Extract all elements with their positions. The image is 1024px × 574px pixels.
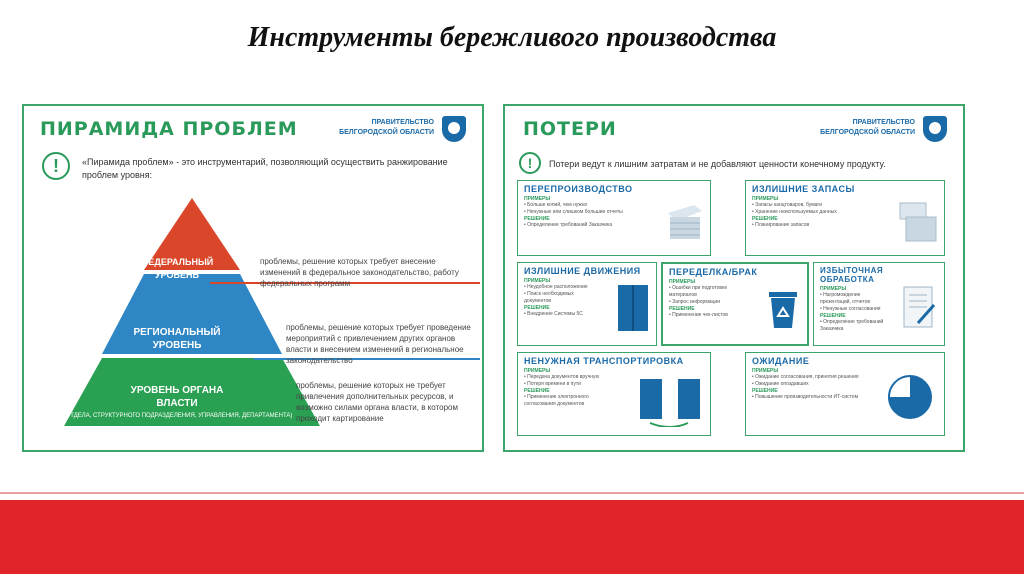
box-title: ИЗЛИШНИЕ ЗАПАСЫ [752, 184, 855, 194]
level-federal-label: ФЕДЕРАЛЬНЫЙ УРОВЕНЬ [140, 257, 214, 280]
level-regional-label: РЕГИОНАЛЬНЫЙ УРОВЕНЬ [133, 327, 221, 351]
pyramid-panel [22, 104, 484, 452]
box-title: ПЕРЕДЕЛКА/БРАК [669, 267, 758, 277]
document-edit-icon [902, 285, 938, 331]
box-line: • Планирование запасов [752, 222, 810, 228]
box-title: НЕНУЖНАЯ ТРАНСПОРТИРОВКА [524, 356, 684, 366]
box-examples-label: ПРИМЕРЫ [524, 196, 551, 202]
box-solution-label: РЕШЕНИЕ [752, 216, 778, 222]
level-local-sublabel: (ОТДЕЛА, СТРУКТУРНОГО ПОДРАЗДЕЛЕНИЯ, УПРАВЛЕНИЯ, ДЕПАРТАМЕНТА) [63, 413, 293, 419]
box-solution-label: РЕШЕНИЕ [524, 216, 550, 222]
box-line: • Передача документов вручную [524, 374, 600, 380]
box-line: • Хранение неиспользуемых данных [752, 209, 837, 215]
recycle-bin-icon [767, 290, 801, 330]
level-local-desc: проблемы, решение которых не требует привлечения дополнительных ресурсов, и возможно силами органа власти, в котором проходит картирование [296, 381, 458, 423]
box-line: • Внедрение Системы 5С [524, 311, 583, 317]
losses-intro: Потери ведут к лишним затратам и не добавляют ценности конечному продукту. [549, 159, 886, 169]
government-label: ПРАВИТЕЛЬСТВО БЕЛГОРОДСКОЙ ОБЛАСТИ [820, 119, 915, 136]
government-label: ПРАВИТЕЛЬСТВО БЕЛГОРОДСКОЙ ОБЛАСТИ [339, 119, 434, 136]
box-line: • Запасы канцтоваров, бумаги [752, 202, 823, 208]
emblem-icon [923, 116, 947, 142]
pyramid-intro: «Пирамида проблем» - это инструментарий, позволяющий осуществить ранжирование проблем уровня: [82, 157, 448, 180]
box-line: • Применение чек-листов [669, 312, 728, 318]
box-title: ОЖИДАНИЕ [752, 356, 810, 366]
box-examples-label: ПРИМЕРЫ [752, 368, 779, 374]
box-solution-label: РЕШЕНИЕ [820, 313, 846, 319]
waste-box-waiting [745, 352, 945, 436]
level-federal-desc: проблемы, решение которых требует внесение изменений в федеральное законодательство, работу федеральных программ [260, 257, 459, 288]
slide-title: Инструменты бережливого производства [247, 22, 777, 53]
waste-box-excess-motion [517, 262, 657, 346]
waste-box-overproduction [517, 180, 711, 256]
box-examples-label: ПРИМЕРЫ [820, 286, 847, 292]
level-regional-desc: проблемы, решение которых требует проведение мероприятий с привлечением других органов власти и внесением изменений в региональное законодательство [286, 323, 471, 365]
clock-icon [886, 373, 934, 421]
box-line: • Определение требований Заказчика [524, 222, 613, 228]
losses-heading: ПОТЕРИ [523, 118, 617, 140]
waste-box-excess-inventory [745, 180, 945, 256]
box-examples-label: ПРИМЕРЫ [524, 278, 551, 284]
box-line: • Поиск необходимых документов [524, 291, 574, 304]
box-title: ИЗЛИШНИЕ ДВИЖЕНИЯ [524, 266, 641, 276]
waste-box-rework [661, 262, 809, 346]
box-line: • Больше копий, чем нужно [524, 202, 588, 208]
box-line: • Ошибки при подготовке материалов [669, 285, 728, 298]
box-line: • Неудобное расположение [524, 284, 588, 290]
box-title: ИЗБЫТОЧНАЯ ОБРАБОТКА [820, 266, 884, 284]
box-line: • Повышение производительности ИТ-систем [752, 394, 859, 400]
box-line: • Определение требований Заказчика [820, 319, 884, 332]
box-examples-label: ПРИМЕРЫ [524, 368, 551, 374]
paper-stack-icon [664, 199, 704, 243]
box-line: • Ожидание согласования, принятия решения [752, 374, 859, 380]
box-examples-label: ПРИМЕРЫ [669, 279, 696, 285]
boxes-icon [896, 197, 940, 245]
box-line: • Ненужные согласования [820, 306, 881, 312]
waste-box-overprocessing [813, 262, 945, 346]
box-line: • Нагромождение презентаций, отчетов [820, 292, 871, 305]
footer-divider [0, 492, 1024, 494]
box-line: • Запрос информации [669, 299, 720, 305]
cabinet-icon [616, 283, 652, 335]
exclamation-icon: ! [519, 152, 541, 174]
losses-panel [503, 104, 965, 452]
waste-box-transportation [517, 352, 711, 436]
box-title: ПЕРЕПРОИЗВОДСТВО [524, 184, 633, 194]
exclamation-icon: ! [42, 152, 70, 180]
box-solution-label: РЕШЕНИЕ [752, 388, 778, 394]
box-solution-label: РЕШЕНИЕ [524, 305, 550, 311]
pyramid-heading: ПИРАМИДА ПРОБЛЕМ [40, 118, 298, 140]
level-local-label: УРОВЕНЬ ОРГАНА ВЛАСТИ [130, 385, 224, 409]
box-solution-label: РЕШЕНИЕ [669, 306, 695, 312]
footer-band [0, 500, 1024, 574]
doors-icon [636, 375, 706, 427]
box-line: • Применение электронного согласования документов [524, 394, 589, 407]
box-line: • Ожидание опоздавших [752, 381, 809, 387]
box-examples-label: ПРИМЕРЫ [752, 196, 779, 202]
box-line: • Потеря времени в пути [524, 381, 581, 387]
box-solution-label: РЕШЕНИЕ [524, 388, 550, 394]
box-line: • Ненужные или слишком большие отчеты [524, 209, 623, 215]
emblem-icon [442, 116, 466, 142]
